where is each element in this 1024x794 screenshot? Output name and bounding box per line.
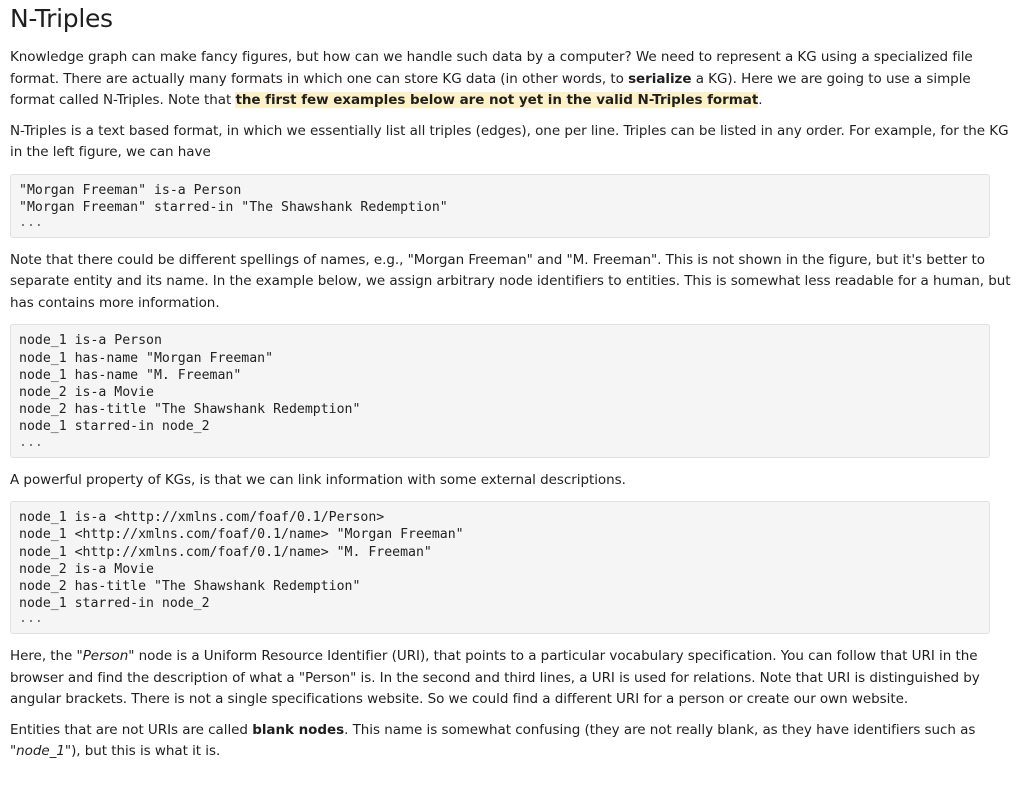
code-line: node_1 <http://xmlns.com/foaf/0.1/name> "M. Freeman" — [19, 544, 432, 560]
code-line: "Morgan Freeman" is-a Person — [19, 182, 242, 198]
code-block-1 — [10, 174, 990, 238]
external-link-paragraph: A powerful property of KGs, is that we can link information with some external descriptions. — [10, 471, 626, 488]
person-term: Person — [82, 648, 129, 665]
blank-text-cont: . This name is somewhat confusing (they are not really blank, as they have identifiers such as " — [10, 721, 976, 760]
code-line: node_1 is-a Person — [19, 333, 162, 349]
intro-end: . — [758, 92, 763, 108]
code-line: node_1 <http://xmlns.com/foaf/0.1/name> "Morgan Freeman" — [19, 527, 464, 543]
code-line: node_1 starred-in node_2 — [19, 596, 210, 612]
code-block-3 — [10, 501, 990, 634]
code-line: node_2 is-a Movie — [19, 385, 154, 401]
blank-text: Entities that are not URIs are called — [10, 721, 253, 738]
blank-nodes-paragraph — [10, 720, 1014, 763]
highlighted-note: the first few examples below are not yet in the valid N-Triples format — [235, 92, 759, 108]
code-line: node_1 starred-in node_2 — [19, 419, 210, 435]
blank-text-end: "), but this is what it is. — [64, 743, 221, 760]
node-id-example: node_1 — [16, 743, 65, 760]
code-line: node_2 has-title "The Shawshank Redemption" — [19, 578, 361, 594]
code-line: node_1 has-name "M. Freeman" — [19, 367, 242, 383]
code-line: node_1 has-name "Morgan Freeman" — [19, 350, 274, 366]
document-page — [0, 4, 1024, 763]
serialize-term: serialize — [628, 70, 692, 87]
intro-text: Knowledge graph can make fancy figures, but how can we handle such data by a computer? We need to represent a KG using a specialized file format. There are actually many formats in which one can store KG data (in other words, to — [10, 49, 973, 87]
code-block-2 — [10, 324, 990, 457]
code-line: node_2 has-title "The Shawshank Redemption" — [19, 402, 361, 418]
code-line: ... — [19, 214, 43, 230]
code-line: ... — [19, 611, 43, 627]
blank-nodes-term: blank nodes — [252, 721, 345, 738]
uri-text: Here, the " — [10, 648, 83, 665]
uri-paragraph — [10, 646, 1014, 711]
code-line: ... — [19, 434, 43, 450]
ntriples-paragraph: N-Triples is a text based format, in which we essentially list all triples (edges), one per line. Triples can be listed in any order. For example, for the KG in the left figure, we can have — [10, 122, 1009, 160]
intro-text-cont: a KG). Here we are going to use a simple format called N-Triples. Note that — [10, 70, 971, 108]
code-line: "Morgan Freeman" starred-in "The Shawshank Redemption" — [19, 199, 448, 215]
code-line: node_1 is-a <http://xmlns.com/foaf/0.1/Person> — [19, 510, 385, 526]
spelling-paragraph: Note that there could be different spellings of names, e.g., "Morgan Freeman" and "M. Freeman". This is not shown in the figure, but it's better to separate entity and its name. In the example below, we assign arbitrary node identifiers to entities. This is somewhat less readable for a human, but has contains more information. — [10, 251, 1011, 311]
page-title: N-Triples — [10, 4, 113, 33]
intro-paragraph — [10, 47, 1014, 112]
uri-text-cont: " node is a Uniform Resource Identifier (URI), that points to a particular vocabulary specification. You can follow that URI in the browser and find the description of what a "Person" is. In the second and third lines, a URI is used for relations. Note that URI is distinguished by angular brackets. There is not a single specifications website. So we could find a different URI for a person or create our own website. — [10, 648, 980, 708]
code-line: node_2 is-a Movie — [19, 561, 154, 577]
